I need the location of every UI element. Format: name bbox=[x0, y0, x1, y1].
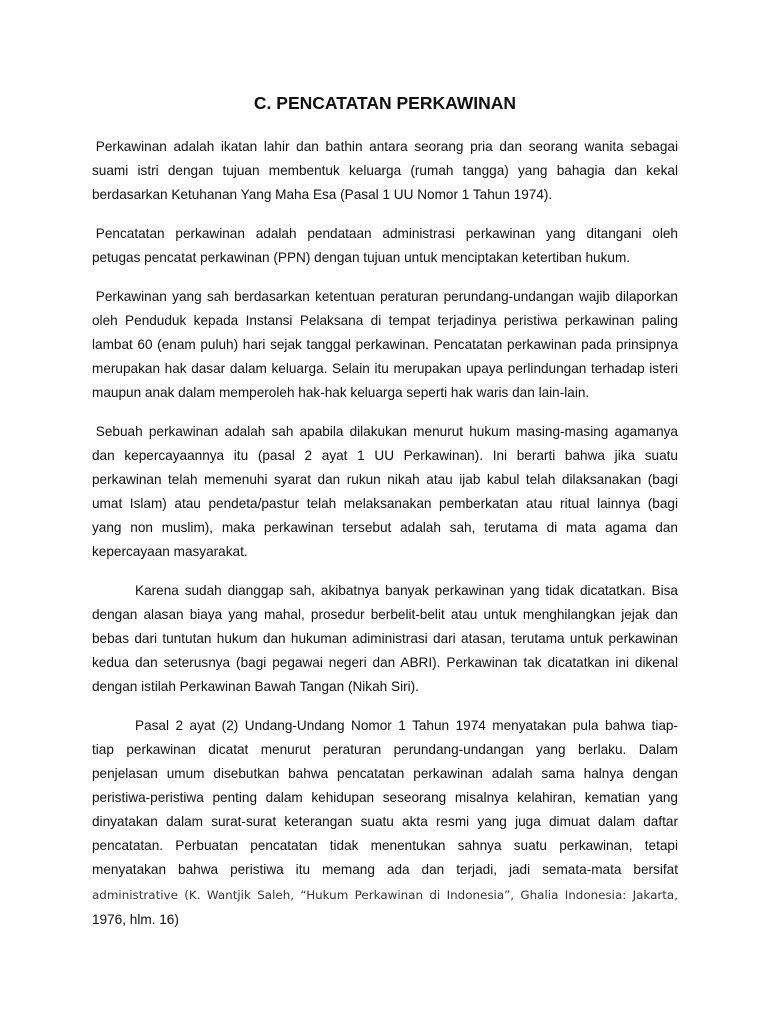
paragraph-line: Pasal 2 ayat (2) Undang-Undang Nomor 1 Tahun 1974 menyatakan pula bahwa tiap- bbox=[135, 718, 678, 733]
paragraph-line: yang non muslim), maka perkawinan tersebut adalah sah, terutama di mata agama dan bbox=[92, 520, 678, 535]
paragraph-line: Perkawinan adalah ikatan lahir dan bathin antara seorang pria dan seorang wanita sebagai bbox=[95, 139, 678, 154]
paragraph-line: petugas pencatat perkawinan (PPN) dengan tujuan untuk menciptakan ketertiban hukum. bbox=[92, 250, 631, 265]
paragraph-3 bbox=[92, 285, 678, 405]
paragraph-line: Sebuah perkawinan adalah sah apabila dilakukan menurut hukum masing-masing agamanya bbox=[95, 424, 678, 439]
paragraph-line: maupun anak dalam memperoleh hak-hak keluarga seperti hak waris dan lain-lain. bbox=[92, 385, 590, 400]
paragraph-line: lambat 60 (enam puluh) hari sejak tanggal perkawinan. Pencatatan perkawinan pada prinsipnya bbox=[92, 337, 678, 352]
paragraph-line: Perkawinan yang sah berdasarkan ketentuan peraturan perundang-undangan wajib dilaporkan bbox=[95, 289, 678, 304]
paragraph-line: penjelasan umum disebutkan bahwa pencatatan perkawinan adalah sama halnya dengan bbox=[92, 766, 678, 781]
paragraph-line: Karena sudah dianggap sah, akibatnya banyak perkawinan yang tidak dicatatkan. Bisa bbox=[135, 583, 678, 598]
paragraph-1 bbox=[92, 135, 678, 207]
paragraph-line: dan kepercayaannya itu (pasal 2 ayat 1 UU Perkawinan). Ini berarti bahwa jika suatu bbox=[92, 448, 678, 463]
paragraph-line: merupakan hak dasar dalam keluarga. Selain itu merupakan upaya perlindungan terhadap isteri bbox=[92, 361, 678, 376]
paragraph-line: bebas dari tuntutan hukum dan hukuman adiministrasi dari atasan, terutama untuk perkawinan bbox=[92, 631, 678, 646]
paragraph-2 bbox=[92, 222, 678, 270]
paragraph-line: oleh Penduduk kepada Instansi Pelaksana di tempat terjadinya peristiwa perkawinan paling bbox=[92, 313, 678, 328]
paragraph-line: dinyatakan dalam surat-surat keterangan suatu akta resmi yang juga dimuat dalam daftar bbox=[92, 814, 678, 829]
paragraph-line: 1976, hlm. 16) bbox=[92, 912, 179, 927]
paragraph-line: berdasarkan Ketuhanan Yang Maha Esa (Pasal 1 UU Nomor 1 Tahun 1974). bbox=[92, 187, 553, 202]
citation-line: administrative (K. Wantjik Saleh, “Hukum Perkawinan di Indonesia”, Ghalia Indonesia: Jakarta, bbox=[92, 888, 678, 902]
paragraph-line: kedua dan seterusnya (bagi pegawai negeri dan ABRI). Perkawinan tak dicatatkan ini dikenal bbox=[92, 655, 678, 670]
paragraph-line: tiap perkawinan dicatat menurut peraturan perundang-undangan yang berlaku. Dalam bbox=[92, 742, 678, 757]
paragraph-line: perkawinan telah memenuhi syarat dan rukun nikah atau ijab kabul telah dilaksanakan (bagi bbox=[92, 472, 678, 487]
paragraph-line: pencatatan. Perbuatan pencatatan tidak menentukan sahnya suatu perkawinan, tetapi bbox=[92, 838, 678, 853]
paragraph-line: Pencatatan perkawinan adalah pendataan administrasi perkawinan yang ditangani oleh bbox=[95, 226, 678, 241]
section-title: C. PENCATATAN PERKAWINAN bbox=[253, 93, 517, 113]
paragraph-6 bbox=[92, 714, 678, 932]
document-body bbox=[92, 91, 678, 947]
paragraph-line: dengan istilah Perkawinan Bawah Tangan (Nikah Siri). bbox=[92, 679, 419, 694]
paragraph-line: peristiwa-peristiwa penting dalam kehidupan seseorang misalnya kelahiran, kematian yang bbox=[92, 790, 678, 805]
paragraph-line: kepercayaan masyarakat. bbox=[92, 544, 248, 559]
paragraph-line: umat Islam) atau pendeta/pastur telah melaksanakan pemberkatan atau ritual lainnya (bagi bbox=[92, 496, 678, 511]
paragraph-line: menyatakan bahwa peristiwa itu memang ada dan terjadi, jadi semata-mata bersifat bbox=[92, 862, 678, 877]
paragraph-5 bbox=[92, 579, 678, 699]
paragraph-4 bbox=[92, 420, 678, 564]
paragraph-line: suami istri dengan tujuan membentuk keluarga (rumah tangga) yang bahagia dan kekal bbox=[92, 163, 678, 178]
paragraph-line: dengan alasan biaya yang mahal, prosedur berbelit-belit atau untuk menghilangkan jejak dan bbox=[92, 607, 678, 622]
